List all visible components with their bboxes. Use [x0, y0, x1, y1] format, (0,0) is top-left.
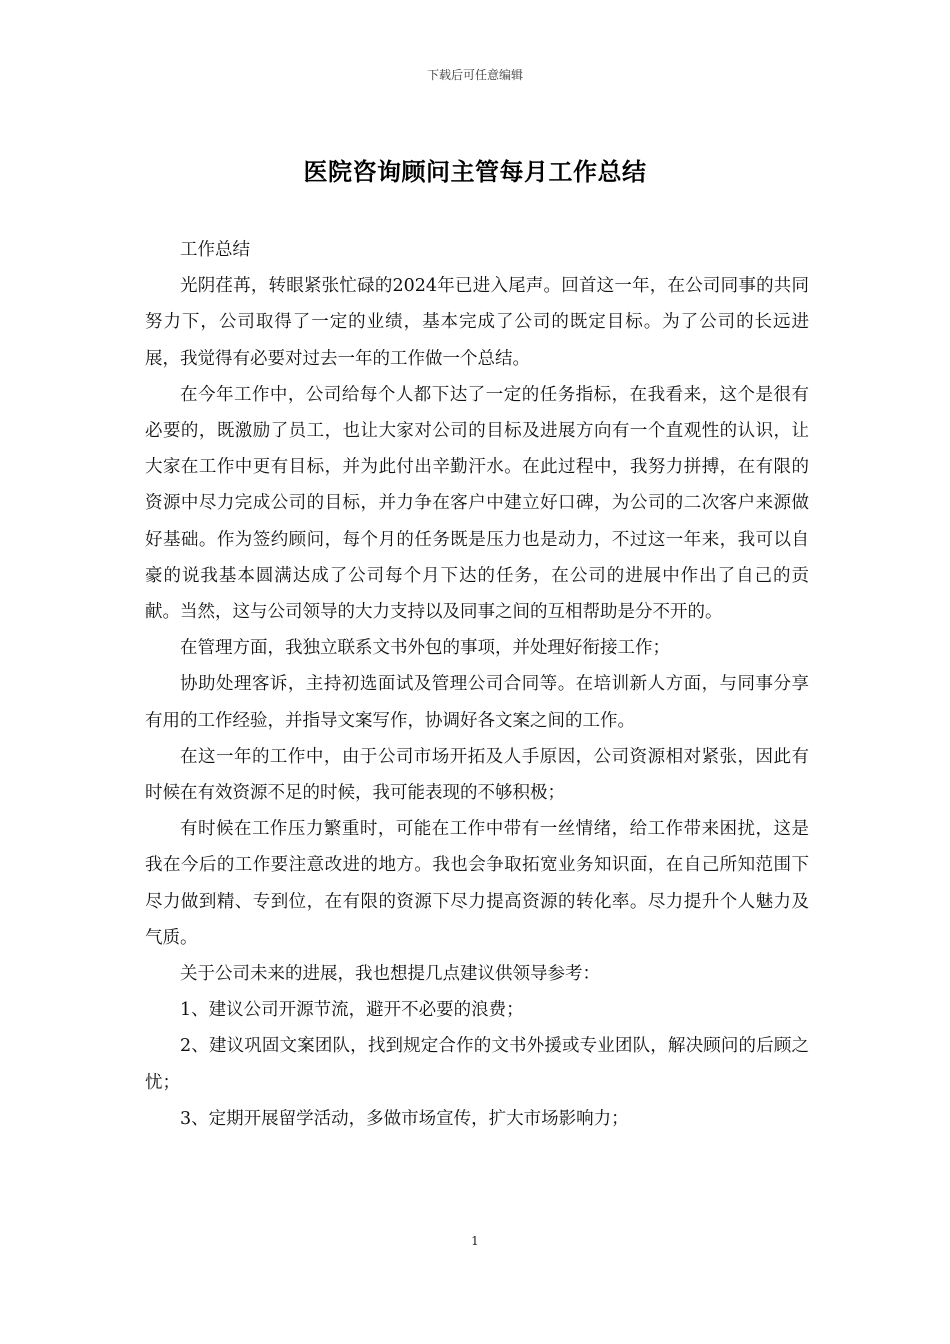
- paragraph: 关于公司未来的进展，我也想提几点建议供领导参考：: [180, 964, 600, 985]
- list-item: 2、建议巩固文案团队，找到规定合作的文书外援或专业团队，解决顾问的后顾之忧；: [145, 1036, 809, 1093]
- list-item: 3、定期开展留学活动，多做市场宣传，扩大市场影响力；: [180, 1108, 629, 1129]
- document-title: 医院咨询顾问主管每月工作总结: [303, 157, 647, 186]
- paragraph: 协助处理客诉，主持初选面试及管理公司合同等。在培训新人方面，与同事分享有用的工作经验，并指导文案写作，协调好各文案之间的工作。: [145, 674, 809, 731]
- paragraph: 在管理方面，我独立联系文书外包的事项，并处理好衔接工作；: [180, 638, 670, 659]
- paragraph: 有时候在工作压力繁重时，可能在工作中带有一丝情绪，给工作带来困扰，这是我在今后的工作要注意改进的地方。我也会争取拓宽业务知识面，在自己所知范围下尽力做到精、专到位，在有限的资源下尽力提高资源的转化率。尽力提升个人魅力及气质。: [145, 819, 809, 948]
- page-number: 1: [471, 1234, 479, 1248]
- section-heading: 工作总结: [180, 240, 250, 260]
- list-item: 1、建议公司开源节流，避开不必要的浪费；: [180, 1000, 524, 1021]
- paragraph: 在今年工作中，公司给每个人都下达了一定的任务指标，在我看来，这个是很有必要的，既激励了员工，也让大家对公司的目标及进展方向有一个直观性的认识，让大家在工作中更有目标，并为此付出辛勤汗水。在此过程中，我努力拼搏，在有限的资源中尽力完成公司的目标，并力争在客户中建立好口碑，为公司的二次客户来源做好基础。作为签约顾问，每个月的任务既是压力也是动力，不过这一年来，我可以自豪的说我基本圆满达成了公司每个月下达的任务，在公司的进展中作出了自己的贡献。当然，这与公司领导的大力支持以及同事之间的互相帮助是分不开的。: [145, 384, 809, 623]
- document-body: [145, 232, 809, 1137]
- paragraph: 在这一年的工作中，由于公司市场开拓及人手原因，公司资源相对紧张，因此有时候在有效资源不足的时候，我可能表现的不够积极；: [145, 746, 809, 804]
- paragraph: 光阴荏苒，转眼紧张忙碌的2024年已进入尾声。回首这一年，在公司同事的共同努力下，公司取得了一定的业绩，基本完成了公司的既定目标。为了公司的长远进展，我觉得有必要对过去一年的工作做一个总结。: [145, 276, 809, 369]
- header-note: 下载后可任意编辑: [426, 68, 523, 82]
